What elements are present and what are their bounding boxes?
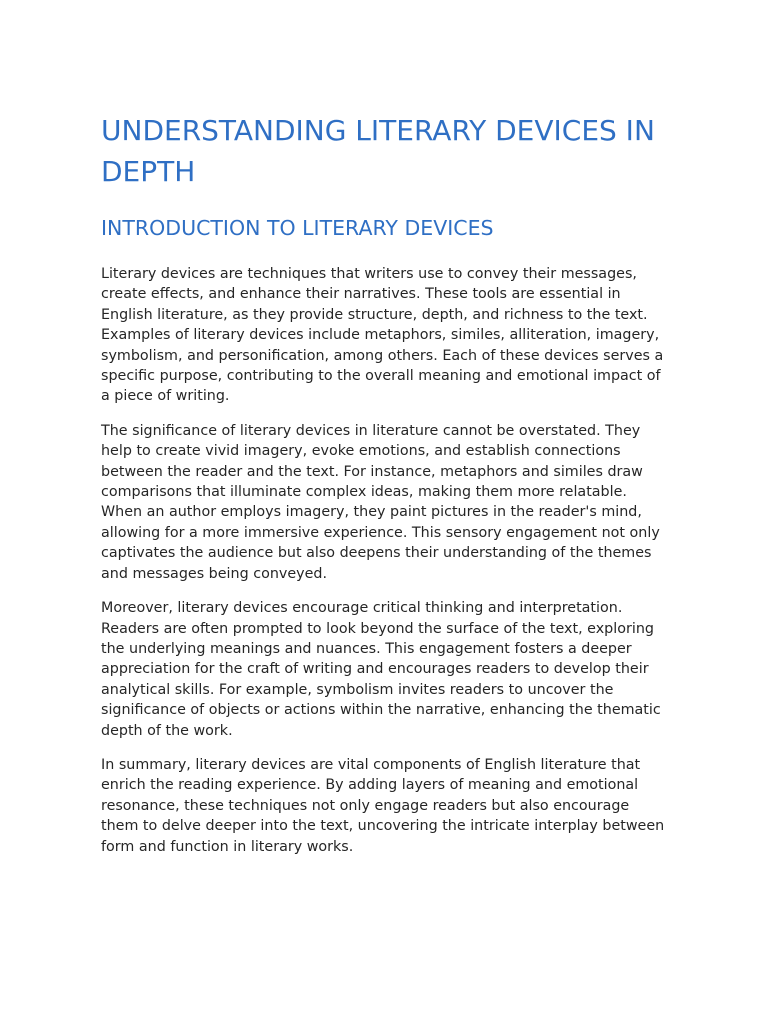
paragraph-3: Moreover, literary devices encourage critical thinking and interpretation. Readers are often prompted to look beyond the surface of the text, exploring the underlying meanings and nuances. This engagement fosters a deeper appreciation for the craft of writing and encourages readers to develop their analytical skills. For example, symbolism invites readers to uncover the significance of objects or actions within the narrative, enhancing the thematic depth of the work. [101, 600, 661, 739]
document-title: UNDERSTANDING LITERARY DEVICES IN DEPTH [101, 114, 655, 188]
paragraph-1: Literary devices are techniques that writers use to convey their messages, create effects, and enhance their narratives. These tools are essential in English literature, as they provide structure, depth, and richness to the text. Examples of literary devices include metaphors, similes, alliteration, imagery, symbolism, and personification, among others. Each of these devices serves a specific purpose, contributing to the overall meaning and emotional impact of a piece of writing. [101, 266, 664, 405]
section-heading: INTRODUCTION TO LITERARY DEVICES [101, 216, 494, 240]
paragraph-2: The significance of literary devices in literature cannot be overstated. They help to create vivid imagery, evoke emotions, and establish connections between the reader and the text. For instance, metaphors and similes draw comparisons that illuminate complex ideas, making them more relatable. When an author employs imagery, they paint pictures in the reader's mind, allowing for a more immersive experience. This sensory engagement not only captivates the audience but also deepens their understanding of the themes and messages being conveyed. [101, 422, 660, 582]
document-page [101, 110, 671, 857]
paragraph-4: In summary, literary devices are vital components of English literature that enrich the reading experience. By adding layers of meaning and emotional resonance, these techniques not only engage readers but also encourage them to delve deeper into the text, uncovering the intricate interplay between form and function in literary works. [101, 756, 665, 855]
